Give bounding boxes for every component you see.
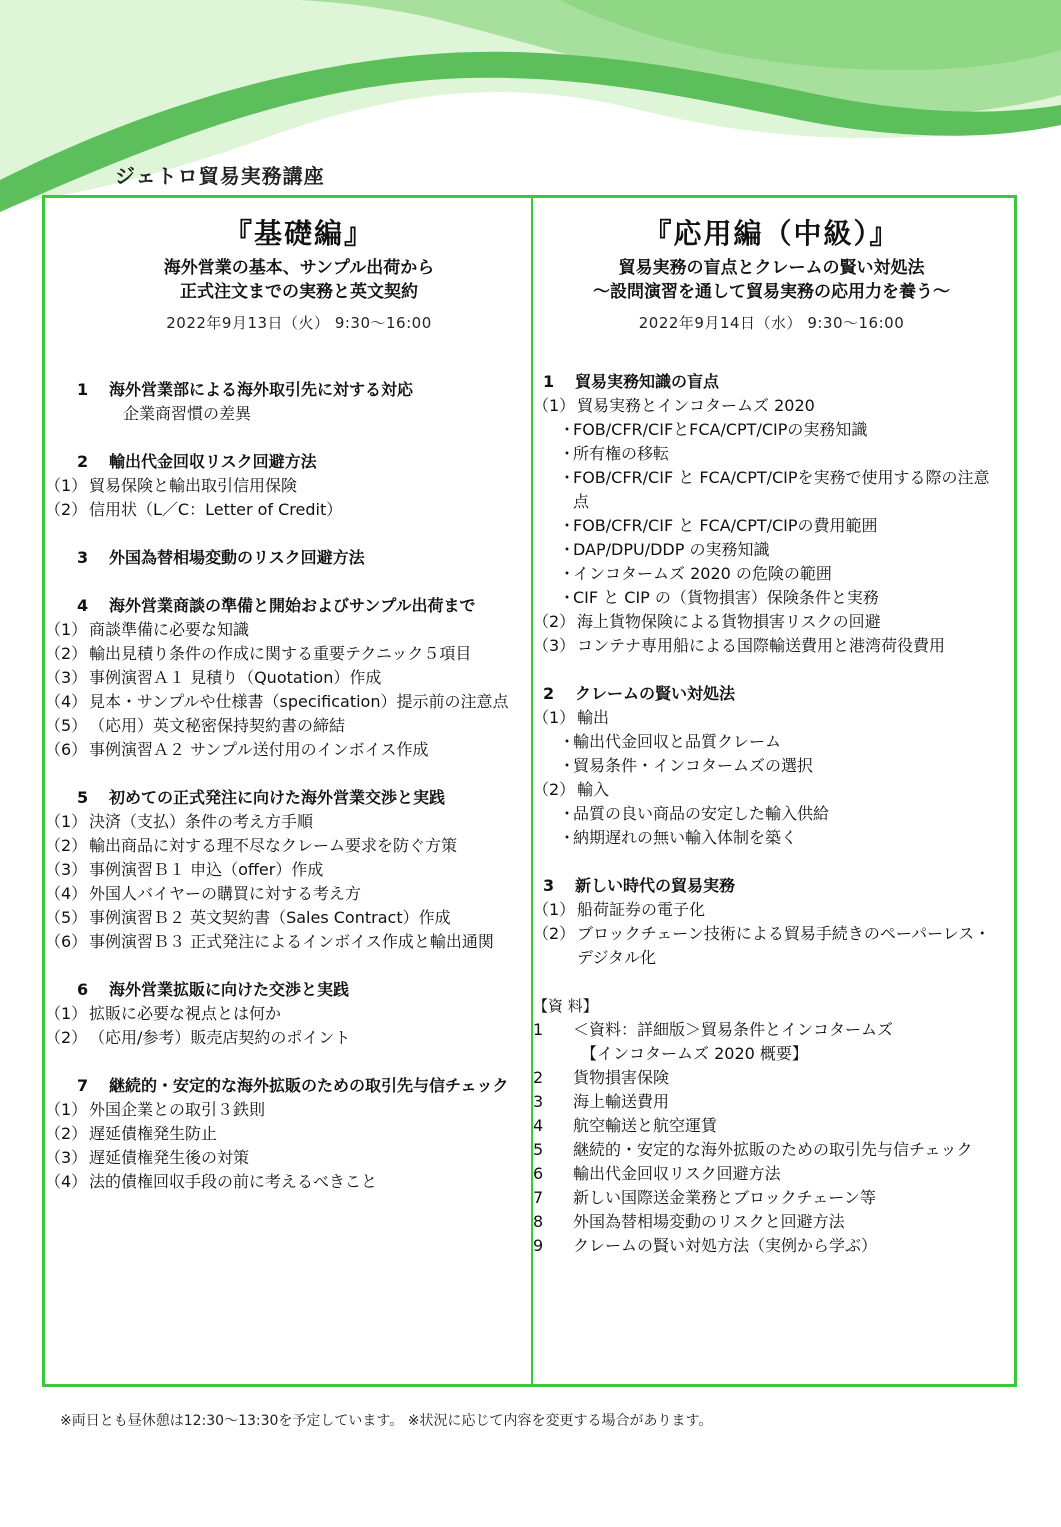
section-number: 1 (543, 372, 555, 391)
item-label: （3） (45, 1148, 88, 1167)
section-number: 3 (77, 548, 89, 567)
list-item (45, 1170, 521, 1194)
material-item (533, 1114, 1000, 1138)
item-text: 貿易保険と輸出取引信用保険 (89, 476, 298, 495)
list-item (45, 1098, 521, 1122)
material-text (573, 1018, 1000, 1066)
material-text (573, 1210, 1000, 1234)
section-heading (77, 546, 521, 570)
advanced-edition-sections (533, 370, 1000, 1258)
bullet-item (543, 730, 1000, 754)
item-label: （6） (45, 932, 88, 951)
item-list (533, 898, 1000, 970)
basic-edition-date: 2022年9月13日（火） 9:30～16:00 (166, 314, 432, 332)
material-text (573, 1138, 1000, 1162)
item-text: 貿易実務とインコタームズ 2020 (577, 396, 815, 415)
bullet-item (543, 586, 1000, 610)
material-text (573, 1186, 1000, 1210)
item-label: （2） (533, 924, 576, 943)
material-line: 外国為替相場変動のリスクと回避方法 (573, 1212, 845, 1231)
item-label: （1） (533, 900, 576, 919)
list-item (45, 930, 521, 954)
section-heading (77, 1074, 521, 1098)
advanced-section-1 (533, 370, 1000, 658)
item-label: （3） (533, 636, 576, 655)
bullet-dot: ・ (559, 468, 576, 487)
material-item (533, 1186, 1000, 1210)
item-label: （1） (45, 1100, 88, 1119)
list-item (45, 738, 521, 762)
material-line: 輸出代金回収リスク回避方法 (573, 1164, 781, 1183)
section-title: 初めての正式発注に向けた海外営業交渉と実践 (109, 788, 446, 807)
advanced-edition-date: 2022年9月14日（水） 9:30～16:00 (638, 314, 905, 332)
bullet-dot: ・ (559, 756, 576, 775)
material-line: 貨物損害保険 (573, 1068, 670, 1087)
advanced-edition-column (533, 198, 1014, 1384)
item-text: 船荷証券の電子化 (577, 900, 706, 919)
list-item (533, 706, 1000, 730)
bullet-text: CIF と CIP の（貨物損害）保険条件と実務 (573, 588, 879, 607)
material-text (573, 1162, 1000, 1186)
item-label: （4） (45, 884, 88, 903)
bullet-item (543, 562, 1000, 586)
bullet-text: インコタームズ 2020 の危険の範囲 (573, 564, 832, 583)
material-item (533, 1162, 1000, 1186)
bullet-text: FOB/CFR/CIF と FCA/CPT/CIPを実務で使用する際の注意点 (573, 468, 990, 511)
material-line: ＜資料：詳細版＞貿易条件とインコタームズ (573, 1020, 894, 1039)
section-title: 貿易実務知識の盲点 (575, 372, 720, 391)
list-item (45, 642, 521, 666)
section-number: 5 (77, 788, 89, 807)
bullet-item (543, 466, 1000, 514)
item-text: 商談準備に必要な知識 (89, 620, 250, 639)
material-line-2: 【インコタームズ 2020 概要】 (581, 1044, 808, 1063)
list-item (45, 666, 521, 690)
basic-section-5 (45, 786, 521, 954)
bullet-item (543, 418, 1000, 442)
list-item (533, 394, 1000, 418)
item-text: 事例演習Ｂ３ 正式発注によるインボイス作成と輸出通関 (89, 932, 494, 951)
material-number: 2 (533, 1068, 544, 1087)
list-item (45, 810, 521, 834)
item-label: （4） (45, 692, 88, 711)
material-item (533, 1066, 1000, 1090)
bullet-dot: ・ (559, 564, 576, 583)
bullet-text: 輸出代金回収と品質クレーム (573, 732, 782, 751)
item-label: （2） (45, 1124, 88, 1143)
section-number: 2 (77, 452, 89, 471)
section-number: 4 (77, 596, 89, 615)
bullet-dot: ・ (559, 516, 576, 535)
item-text: コンテナ専用船による国際輸送費用と港湾荷役費用 (577, 636, 946, 655)
bullet-dot: ・ (559, 444, 576, 463)
list-item (45, 474, 521, 498)
item-text: 海上貨物保険による貨物損害リスクの回避 (577, 612, 881, 631)
bullet-text: DAP/DPU/DDP の実務知識 (573, 540, 770, 559)
list-item (45, 618, 521, 642)
item-text: 信用状（L／C：Letter of Credit） (89, 500, 343, 519)
list-item (45, 714, 521, 738)
schedule-frame (42, 195, 1017, 1387)
footer-note: ※両日とも昼休憩は12:30～13:30を予定しています。 ※状況に応じて内容を変更する場合があります。 (60, 1413, 713, 1429)
section-number: 6 (77, 980, 89, 999)
basic-edition-subtitle-1: 海外営業の基本、サンプル出荷から (163, 258, 435, 278)
bullet-text: 品質の良い商品の安定した輸入供給 (573, 804, 830, 823)
bullet-item (543, 802, 1000, 826)
basic-edition-subtitle-2: 正式注文までの実務と英文契約 (180, 282, 418, 302)
item-text: 事例演習Ｂ１ 申込（offer）作成 (89, 860, 324, 879)
list-item (45, 882, 521, 906)
item-label: （6） (45, 740, 88, 759)
list-item (533, 610, 1000, 634)
bullet-list (543, 730, 1000, 778)
list-item (45, 690, 521, 714)
material-line: クレームの賢い対処方法（実例から学ぶ） (573, 1236, 878, 1255)
material-text (573, 1114, 1000, 1138)
bullet-text: 所有権の移転 (573, 444, 670, 463)
item-label: （1） (45, 476, 88, 495)
material-item (533, 1234, 1000, 1258)
item-label: （3） (45, 668, 88, 687)
item-label: （1） (45, 1004, 88, 1023)
material-line: 新しい国際送金業務とブロックチェーン等 (573, 1188, 876, 1207)
bullet-item (543, 754, 1000, 778)
item-label: （2） (45, 1028, 88, 1047)
bullet-dot: ・ (559, 588, 576, 607)
section-note: 企業商習慣の差異 (123, 404, 252, 423)
item-text: 事例演習Ａ１ 見積り（Quotation）作成 (89, 668, 382, 687)
item-text: 外国人バイヤーの購買に対する考え方 (89, 884, 362, 903)
bullet-text: FOB/CFR/CIF と FCA/CPT/CIPの費用範囲 (573, 516, 878, 535)
bullet-dot: ・ (559, 828, 576, 847)
list-item (45, 1122, 521, 1146)
item-text: 決済（支払）条件の考え方手順 (89, 812, 314, 831)
bullet-text: 納期遅れの無い輸入体制を築く (573, 828, 798, 847)
item-text: 外国企業との取引３鉄則 (89, 1100, 266, 1119)
list-item (45, 1026, 521, 1050)
material-text (573, 1234, 1000, 1258)
material-number: 8 (533, 1212, 544, 1231)
item-label: （2） (45, 500, 88, 519)
item-label: （1） (533, 708, 576, 727)
section-heading (77, 978, 521, 1002)
item-text: 法的債権回収手段の前に考えるべきこと (89, 1172, 378, 1191)
bullet-text: FOB/CFR/CIFとFCA/CPT/CIPの実務知識 (573, 420, 868, 439)
section-title: 海外営業拡販に向けた交渉と実践 (109, 980, 350, 999)
basic-edition-sections (45, 378, 521, 1194)
item-text: 事例演習Ａ２ サンプル送付用のインボイス作成 (89, 740, 429, 759)
section-title: 海外営業部による海外取引先に対する対応 (109, 380, 414, 399)
list-item (45, 858, 521, 882)
advanced-section-2 (533, 682, 1000, 850)
item-text: 見本・サンプルや仕様書（specification）提示前の注意点 (89, 692, 509, 711)
list-item (533, 634, 1000, 658)
material-number: 1 (533, 1020, 544, 1039)
bullet-item (543, 826, 1000, 850)
item-text: 拡販に必要な視点とは何か (89, 1004, 282, 1023)
bullet-item (543, 538, 1000, 562)
section-heading (77, 786, 521, 810)
list-item (45, 1002, 521, 1026)
item-label: （5） (45, 908, 88, 927)
item-label: （2） (533, 780, 576, 799)
basic-section-1 (77, 378, 521, 426)
item-label: （5） (45, 716, 88, 735)
material-item (533, 1090, 1000, 1114)
advanced-section-3 (533, 874, 1000, 970)
item-text: 輸出見積り条件の作成に関する重要テクニック５項目 (89, 644, 472, 663)
section-number: 2 (543, 684, 555, 703)
section-heading (77, 450, 521, 474)
section-heading (543, 874, 1000, 898)
course-name: ジェトロ貿易実務講座 (115, 164, 325, 188)
basic-section-7 (45, 1074, 521, 1194)
material-number: 5 (533, 1140, 544, 1159)
bullet-dot: ・ (559, 420, 576, 439)
advanced-edition-subtitle-2: ～設問演習を通して貿易実務の応用力を養う～ (593, 282, 950, 302)
item-text: 輸出商品に対する理不尽なクレーム要求を防ぐ方策 (89, 836, 458, 855)
item-label: （1） (45, 812, 88, 831)
item-label: （2） (45, 836, 88, 855)
item-label: （2） (533, 612, 576, 631)
advanced-edition-title: 『応用編（中級）』 (643, 217, 900, 250)
material-line: 航空輸送と航空運賃 (573, 1116, 718, 1135)
section-number: 7 (77, 1076, 89, 1095)
material-number: 7 (533, 1188, 544, 1207)
material-number: 3 (533, 1092, 544, 1111)
basic-edition-column (45, 198, 533, 1384)
list-item (45, 498, 521, 522)
section-title: 継続的・安定的な海外拡販のための取引先与信チェック (109, 1076, 509, 1095)
basic-section-4 (45, 594, 521, 762)
section-title: クレームの賢い対処法 (575, 684, 736, 703)
advanced-edition-subtitle-1: 貿易実務の盲点とクレームの賢い対処法 (618, 258, 925, 278)
material-item (533, 1138, 1000, 1162)
list-item (45, 1146, 521, 1170)
basic-section-2 (45, 450, 521, 522)
bullet-list (543, 802, 1000, 850)
section-title: 新しい時代の貿易実務 (575, 876, 736, 895)
section-number: 1 (77, 380, 89, 399)
basic-section-3 (77, 546, 521, 570)
section-heading (543, 370, 1000, 394)
section-heading (77, 594, 521, 618)
item-text: （応用）英文秘密保持契約書の締結 (89, 716, 346, 735)
list-item (45, 906, 521, 930)
material-number: 9 (533, 1236, 544, 1255)
bullet-item (543, 514, 1000, 538)
list-item (533, 778, 1000, 802)
list-item (533, 898, 1000, 922)
item-label: （1） (45, 620, 88, 639)
bullet-list (543, 418, 1000, 610)
bullet-dot: ・ (559, 540, 576, 559)
bullet-item (543, 442, 1000, 466)
item-text: ブロックチェーン技術による貿易手続きのペーパーレス・デジタル化 (577, 924, 991, 967)
list-item (45, 834, 521, 858)
material-number: 4 (533, 1116, 544, 1135)
materials-section (533, 994, 1000, 1258)
item-text: 遅延債権発生後の対策 (89, 1148, 250, 1167)
material-text (573, 1066, 1000, 1090)
section-number: 3 (543, 876, 555, 895)
section-heading (543, 682, 1000, 706)
material-text (573, 1090, 1000, 1114)
material-line: 海上輸送費用 (573, 1092, 670, 1111)
section-title: 輸出代金回収リスク回避方法 (109, 452, 317, 471)
materials-heading: 【資 料】 (533, 997, 598, 1015)
item-text: 輸入 (577, 780, 610, 799)
item-text: 遅延債権発生防止 (89, 1124, 218, 1143)
list-item (533, 922, 1000, 970)
item-text: 輸出 (577, 708, 610, 727)
basic-section-6 (45, 978, 521, 1050)
section-title: 外国為替相場変動のリスク回避方法 (109, 548, 365, 567)
section-title: 海外営業商談の準備と開始およびサンプル出荷まで (109, 596, 476, 615)
item-label: （3） (45, 860, 88, 879)
material-number: 6 (533, 1164, 544, 1183)
item-label: （2） (45, 644, 88, 663)
materials-list (533, 1018, 1000, 1258)
material-line: 継続的・安定的な海外拡販のための取引先与信チェック (573, 1140, 973, 1159)
bullet-dot: ・ (559, 804, 576, 823)
section-heading (77, 378, 521, 402)
item-label: （1） (533, 396, 576, 415)
item-text: （応用/参考）販売店契約のポイント (89, 1028, 351, 1047)
item-text: 事例演習Ｂ２ 英文契約書（Sales Contract）作成 (89, 908, 451, 927)
bullet-dot: ・ (559, 732, 576, 751)
material-item (533, 1018, 1000, 1066)
item-label: （4） (45, 1172, 88, 1191)
basic-edition-title: 『基礎編』 (223, 217, 374, 250)
material-item (533, 1210, 1000, 1234)
bullet-text: 貿易条件・インコタームズの選択 (573, 756, 814, 775)
